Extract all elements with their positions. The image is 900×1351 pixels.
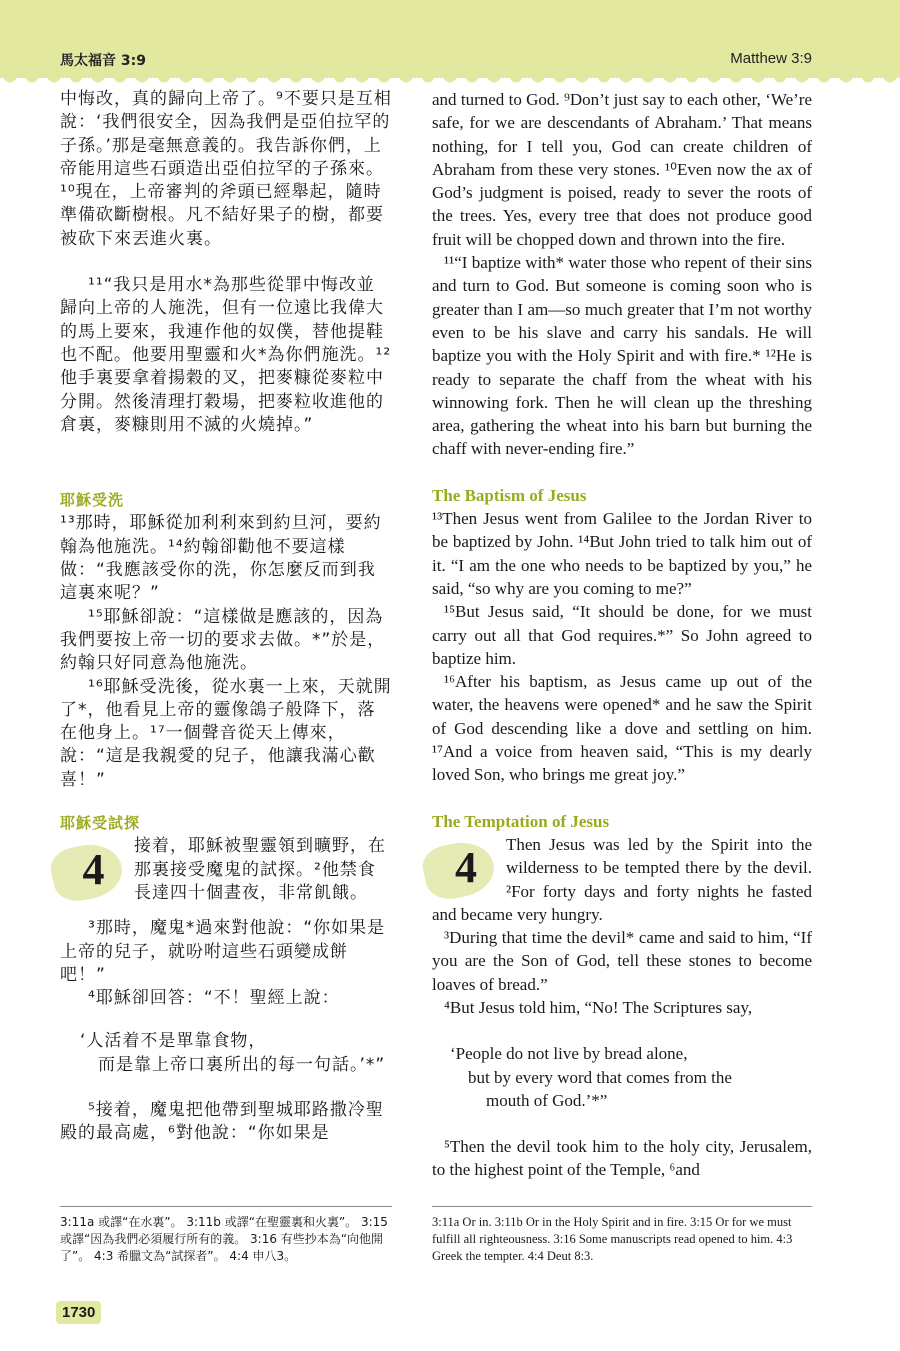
chinese-column — [60, 88, 392, 1146]
en-paragraph-4-3: ³During that time the devil* came and said to him, “If you are the Son of God, tell these stones to become loaves of bread.” — [432, 928, 812, 994]
en-heading-temptation: The Temptation of Jesus — [432, 811, 610, 831]
zh-chapter-block — [60, 835, 392, 905]
zh-chapter-number: 4 — [60, 837, 128, 903]
en-quotation-line-2: but by every word that comes from the — [468, 1067, 732, 1087]
en-chapter-block — [432, 833, 812, 926]
zh-paragraph-4-1: 接着，耶穌被聖靈領到曠野，在那裏接受魔鬼的試探。²他禁食長達四十個晝夜，非常飢餓。 — [134, 836, 386, 903]
en-heading-baptism: The Baptism of Jesus — [432, 485, 587, 505]
english-column — [432, 88, 812, 1182]
zh-footnotes: 3:11a 或譯“在水裏”。 3:11b 或譯“在聖靈裏和火裏”。 3:15 或譯“因為我們必須履行所有的義。 3:16 有些抄本為“向他開了”。 4:3 希臘文為“試探者”。 4:4 申八3。 — [60, 1215, 388, 1263]
zh-paragraph-4-4: ⁴耶穌卻回答：“不！聖經上說： — [88, 988, 340, 1009]
en-footnote-rule — [432, 1206, 812, 1207]
page-number: 1730 — [56, 1301, 101, 1324]
en-chapter-number: 4 — [432, 835, 500, 901]
en-paragraph-3-11: ¹¹“I baptize with* water those who repent of their sins and turn to God. But someone is coming soon who is greater than I am—so much greater that I’m not worthy even to be his slave and carry his sandals. He will baptize you with the Holy Spirit and with fire.* ¹²He is ready to separate the chaff from the wheat with his winnowing fork. Then he will clean up the threshing area, gathering the wheat into his barn but burning the chaff with never-ending fire.” — [432, 253, 812, 459]
zh-paragraph-4-3: ³那時，魔鬼*過來對他說：“你如果是上帝的兒子，就吩咐這些石頭變成餅吧！” — [60, 918, 386, 985]
running-head-chinese: 馬太福音 3:9 — [60, 53, 146, 69]
zh-paragraph-3-9: 中悔改，真的歸向上帝了。⁹不要只是互相說：‘我們很安全，因為我們是亞伯拉罕的子孫。’那是毫無意義的。我告訴你們，上帝能用這些石頭造出亞伯拉罕的子孫來。¹⁰現在，上帝審判的斧頭已經舉起，隨時準備砍斷樹根。凡不結好果子的樹，都要被砍下來丟進火裏。 — [60, 89, 392, 249]
en-quotation-line-3: mouth of God.’*” — [486, 1090, 608, 1110]
zh-paragraph-3-13: ¹³那時，耶穌從加利利來到約旦河，要約翰為他施洗。¹⁴約翰卻勸他不要這樣做：“我應該受你的洗，你怎麼反而到我這裏來呢？” — [60, 513, 382, 604]
running-head-english: Matthew 3:9 — [730, 50, 812, 67]
zh-paragraph-4-5: ⁵接着，魔鬼把他帶到聖城耶路撒冷聖殿的最高處，⁶對他說：“你如果是 — [60, 1099, 384, 1144]
zh-paragraph-3-15: ¹⁵耶穌卻說：“這樣做是應該的，因為我們要按上帝一切的要求去做。*”於是，約翰只好同意為他施洗。 — [60, 606, 386, 674]
zh-paragraph-3-11: ¹¹“我只是用水*為那些從罪中悔改並歸向上帝的人施洗，但有一位遠比我偉大的馬上要來，我連作他的奴僕，替他提鞋也不配。他要用聖靈和火*為你們施洗。¹²他手裏要拿着揚穀的叉，把麥糠從麥粒中分開。然後清理打穀場，把麥粒收進他的倉裏，麥糠則用不滅的火燒掉。” — [60, 275, 392, 435]
zh-paragraph-3-16: ¹⁶耶穌受洗後，從水裏一上來，天就開了*，他看見上帝的靈像鴿子般降下，落在他身上。¹⁷一個聲音從天上傳來，說：“這是我親愛的兒子，他讓我滿心歡喜！” — [60, 676, 392, 790]
en-paragraph-3-16: ¹⁶After his baptism, as Jesus came up out of the water, the heavens were opened* and he saw the Spirit of God descending like a dove and settling on him. ¹⁷And a voice from heaven said, “This is my dearly loved Son, who brings me great joy.” — [432, 672, 812, 785]
zh-quotation-line-2: 而是靠上帝口裏所出的每一句話。’*” — [98, 1054, 386, 1075]
zh-heading-temptation: 耶穌受試探 — [60, 814, 141, 833]
en-quotation-line-1: ‘People do not live by bread alone, — [450, 1044, 688, 1064]
en-paragraph-4-5: ⁵Then the devil took him to the holy city, Jerusalem, to the highest point of the Temple, ⁶and — [432, 1137, 812, 1180]
en-paragraph-4-4: ⁴But Jesus told him, “No! The Scriptures say, — [444, 997, 753, 1017]
zh-quotation-line-1: ‘人活着不是單靠食物， — [80, 1031, 267, 1052]
zh-footnote-rule — [60, 1206, 392, 1207]
zh-quotation — [60, 1030, 392, 1077]
zh-heading-baptism: 耶穌受洗 — [60, 491, 125, 510]
en-footnotes: 3:11a Or in. 3:11b Or in the Holy Spirit and in fire. 3:15 Or for we must fulfill all righteousness. 3:16 Some manuscripts read opened to him. 4:3 Greek the tempter. 4:4 Deut 8:3. — [432, 1215, 793, 1263]
en-quotation — [432, 1042, 812, 1112]
en-paragraph-3-15: ¹⁵But Jesus said, “It should be done, for we must carry out all that God requires.*” So John agreed to baptize him. — [432, 602, 812, 668]
en-paragraph-3-9: and turned to God. ⁹Don’t just say to each other, ‘We’re safe, for we are descendants of Abraham.’ That means nothing, for I tell you, God can create children of Abraham from these very stones. ¹⁰Even now the ax of God’s judgment is poised, ready to sever the roots of the trees. Yes, every tree that does not produce good fruit will be chopped down and thrown into the fire. — [432, 90, 812, 249]
en-paragraph-4-1: Then Jesus was led by the Spirit into the wilderness to be tempted there by the devil. ²For forty days and forty nights he fasted and became very hungry. — [432, 834, 812, 924]
en-paragraph-3-13: ¹³Then Jesus went from Galilee to the Jordan River to be baptized by John. ¹⁴But John tried to talk him out of it. “I am the one who needs to be baptized by you,” he said, “so why are you coming to me?” — [432, 509, 812, 598]
